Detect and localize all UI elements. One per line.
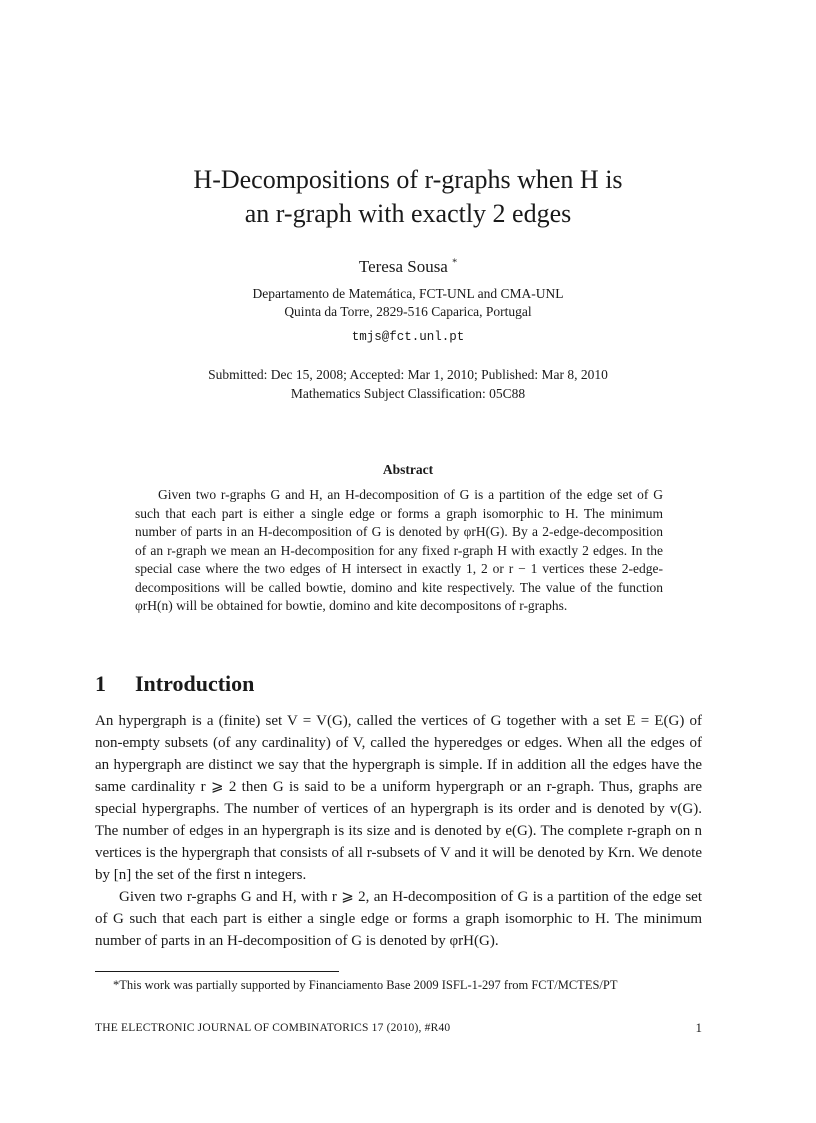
title-line-1: H-Decompositions of r-graphs when H is xyxy=(193,165,623,194)
abstract-body xyxy=(135,486,663,616)
journal-footer: THE ELECTRONIC JOURNAL OF COMBINATORICS 17 (2010), #R40 xyxy=(95,1022,451,1034)
footnote: *This work was partially supported by Financiamento Base 2009 ISFL-1-297 from FCT/MCTES/PT xyxy=(113,978,618,992)
section-number: 1 xyxy=(95,671,106,696)
publication-dates: Submitted: Dec 15, 2008; Accepted: Mar 1, 2010; Published: Mar 8, 2010 xyxy=(208,367,608,382)
paragraph-1: An hypergraph is a (finite) set V = V(G), called the vertices of G together with a set E = E(G) of non-empty subsets (of any cardinality) of V, called the hyperedges or edges. When all the edges of an hypergraph are distinct we say that the hypergraph is simple. If in addition all the edges have the same cardinality r ⩾ 2 then G is said to be a uniform hypergraph or an r-graph. Thus, graphs are special hypergraphs. The number of vertices of an hypergraph is its order and is denoted by v(G). The number of edges in an hypergraph is its size and is denoted by e(G). The complete r-graph on n vertices is the hypergraph that consists of all r-subsets of V and it will be denoted by Krn. We denote by [n] the set of the first n integers. xyxy=(95,713,702,883)
author-name: Teresa Sousa xyxy=(358,257,448,276)
section-heading xyxy=(95,671,254,697)
body-text xyxy=(95,710,702,952)
abstract-text: Given two r-graphs G and H, an H-decomposition of G is a partition of the edge set of G such that each part is either a single edge or forms a graph isomorphic to H. The minimum number of parts in an H-decomposition of G is denoted by φrH(G). By a 2-edge-decomposition of an r-graph we mean an H-decomposition for any fixed r-graph H with exactly 2 edges. In the special case where the two edges of H intersect in exactly 1, 2 or r − 1 vertices these 2-edge-decompositions will be called bowtie, domino and kite respectively. The value of the function φrH(n) will be obtained for bowtie, domino and kite decompositons of r-graphs. xyxy=(135,487,663,613)
footnote-rule xyxy=(95,971,339,972)
paragraph-2: Given two r-graphs G and H, with r ⩾ 2, an H-decomposition of G is a partition of the edge set of G such that each part is either a single edge or forms a graph isomorphic to H. The minimum number of parts in an H-decomposition of G is denoted by φrH(G). xyxy=(95,889,702,949)
author-footnote-mark: * xyxy=(452,257,458,269)
paper-title xyxy=(100,163,716,231)
subject-classification: Mathematics Subject Classification: 05C88 xyxy=(290,386,526,401)
page-number: 1 xyxy=(695,1020,702,1035)
abstract-heading: Abstract xyxy=(382,462,434,477)
affiliation-line-2: Quinta da Torre, 2829-516 Caparica, Portugal xyxy=(284,304,532,319)
section-title: Introduction xyxy=(135,671,255,696)
title-line-2: an r-graph with exactly 2 edges xyxy=(244,199,572,228)
author-line xyxy=(60,257,756,277)
affiliation-line-1: Departamento de Matemática, FCT-UNL and CMA-UNL xyxy=(252,286,564,301)
author-email[interactable]: tmjs@fct.unl.pt xyxy=(351,330,465,344)
